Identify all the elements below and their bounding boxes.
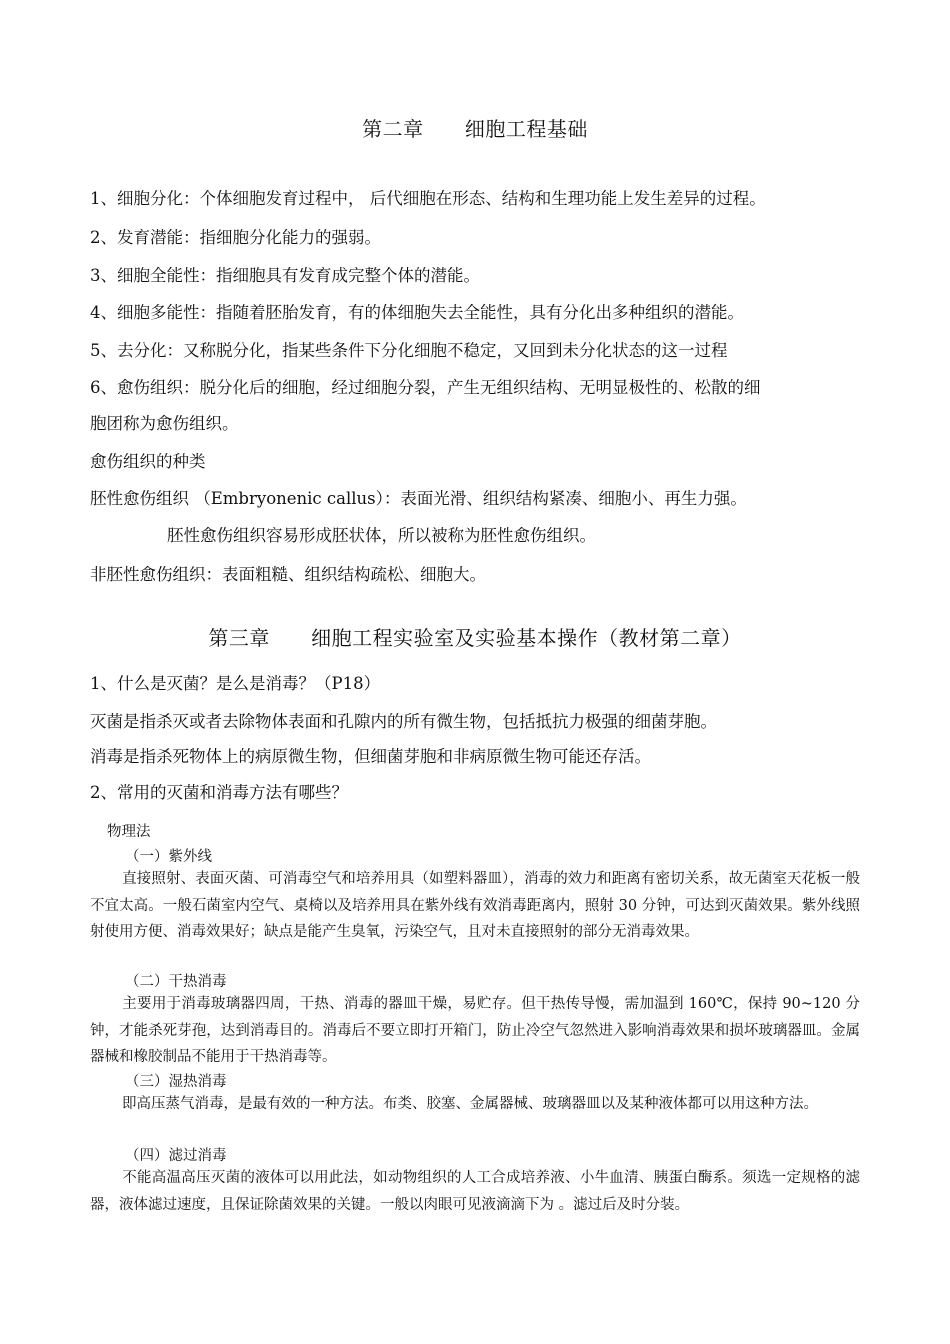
section-moist-heat-heading: （三）湿热消毒 [125,1074,227,1090]
section-uv-text: 直接照射、表面灭菌、可消毒空气和培养用具（如塑料器皿），消毒的效力和距离有密切关系，故无菌室天花板一般不宜太高。一般石菌室内空气、桌椅以及培养用具在紫外线有效消毒距离内，照射 30 分钟，可达到灭菌效果。紫外线照射使用方便、消毒效果好；缺点是能产生臭氧，污染空气，且对未直接照射的部分无消毒效果。 [90,871,860,940]
section-dry-heat-heading: （二）干热消毒 [125,974,227,990]
physical-methods-heading: 物理法 [107,824,151,840]
section-filtration-body [90,1165,860,1218]
chapter-3-title: 第三章 细胞工程实验室及实验基本操作（教材第二章） [208,626,742,650]
definition-dedifferentiation: 5、去分化：又称脱分化，指某些条件下分化细胞不稳定，又回到未分化状态的这一过程 [90,341,728,360]
chapter-2-title: 第二章 细胞工程基础 [362,117,588,141]
section-dry-heat-body [90,991,860,1071]
section-moist-heat-body [90,1091,860,1118]
embryonic-callus-note: 胚性愈伤组织容易形成胚状体，所以被称为胚性愈伤组织。 [167,526,596,545]
non-embryonic-callus-line: 非胚性愈伤组织：表面粗糙、组织结构疏松、细胞大。 [90,565,486,584]
question-2: 2、常用的灭菌和消毒方法有哪些？ [90,783,348,802]
sterilization-definition: 灭菌是指杀灭或者去除物体表面和孔隙内的所有微生物，包括抵抗力极强的细菌芽胞。 [90,712,717,731]
definition-totipotency: 3、细胞全能性：指细胞具有发育成完整个体的潜能。 [90,266,480,285]
definition-cell-differentiation: 1、细胞分化：个体细胞发育过程中， 后代细胞在形态、结构和生理功能上发生差异的过程。 [90,189,766,208]
disinfection-definition: 消毒是指杀死物体上的病原微生物，但细菌芽胞和非病原微生物可能还存活。 [90,747,651,766]
section-filtration-text: 不能高温高压灭菌的液体可以用此法，如动物组织的人工合成培养液、小牛血清、胰蛋白酶系。须选一定规格的滤器，液体滤过速度，且保证除菌效果的关键。一般以肉眼可见液滴滴下为 。滤过后及时分装。 [90,1170,860,1213]
section-filtration-heading: （四）滤过消毒 [125,1148,227,1164]
section-dry-heat-text: 主要用于消毒玻璃器四周，干热、消毒的器皿干燥，易贮存。但干热传导慢，需加温到 160℃，保持 90~120 分钟，才能杀死芽孢，达到消毒目的。消毒后不要立即打开箱门，防止冷空气忽然进入影响消毒效果和损坏玻璃器皿。金属器械和橡胶制品不能用于干热消毒等。 [90,996,860,1065]
definition-developmental-potential: 2、发育潜能：指细胞分化能力的强弱。 [90,228,381,247]
embryonic-callus-line: 胚性愈伤组织 （Embryonenic callus）：表面光滑、组织结构紧凑、细胞小、再生力强。 [90,489,747,508]
section-uv-body [90,866,860,946]
section-uv-heading: （一）紫外线 [125,849,212,865]
definition-callus-line2: 胞团称为愈伤组织。 [90,414,239,433]
callus-types-heading: 愈伤组织的种类 [90,452,206,471]
section-moist-heat-text: 即高压蒸气消毒，是最有效的一种方法。布类、胶塞、金属器械、玻璃器皿以及某种液体都可以用这种方法。 [122,1096,818,1112]
definition-callus-line1: 6、愈伤组织：脱分化后的细胞，经过细胞分裂，产生无组织结构、无明显极性的、松散的细 [90,378,761,397]
definition-pluripotency: 4、细胞多能性：指随着胚胎发育，有的体细胞失去全能性，具有分化出多种组织的潜能。 [90,303,744,322]
question-1: 1、什么是灭菌？是么是消毒？（P18） [90,674,381,693]
